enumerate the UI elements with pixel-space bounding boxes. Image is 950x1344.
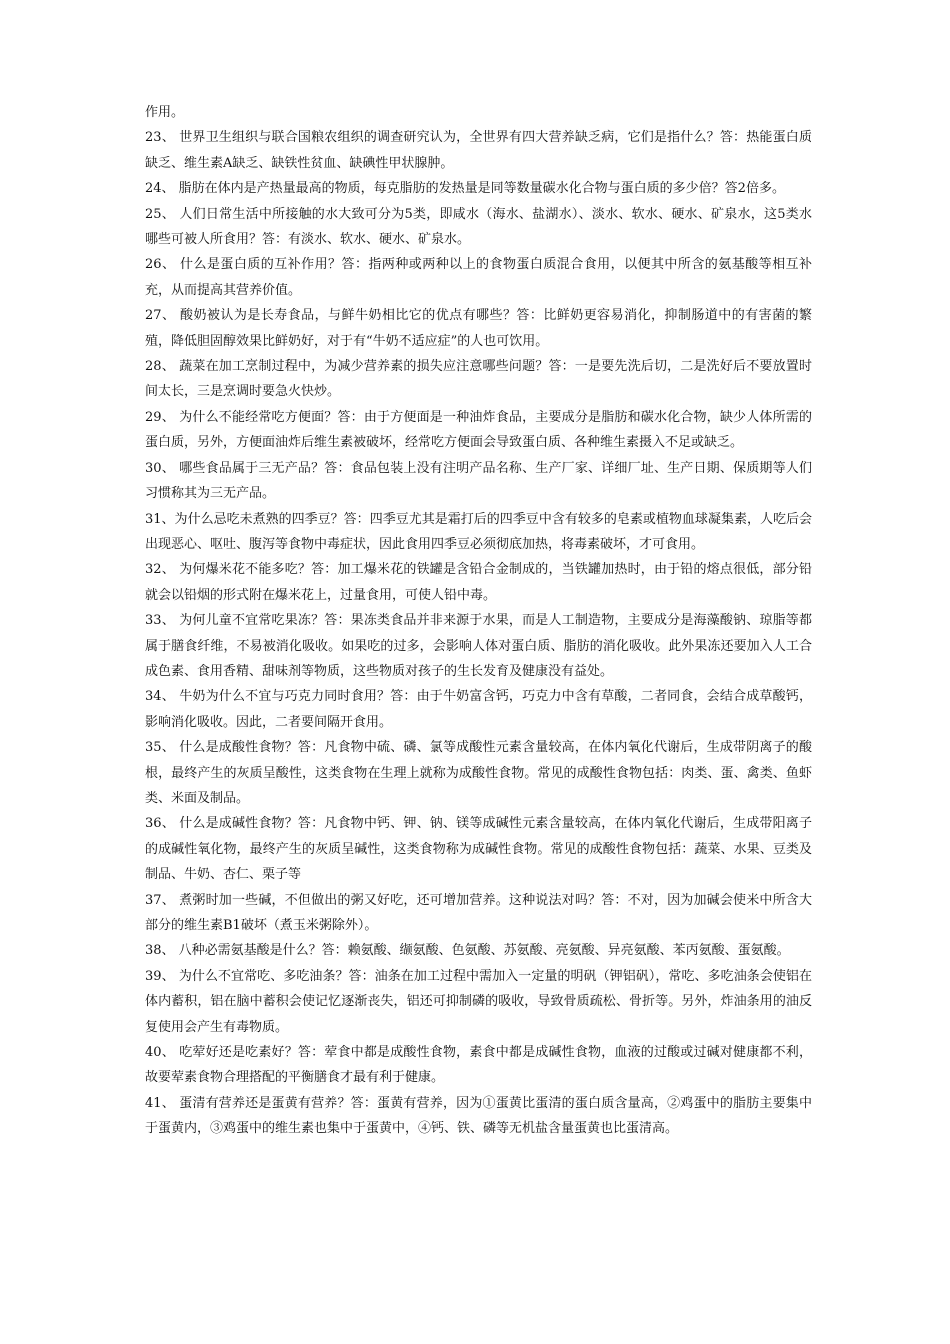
qa-item-33: 33、 为何儿童不宜常吃果冻？答：果冻类食品并非来源于水果，而是人工制造物，主要成分是海藻酸钠、琼脂等都属于膳食纤维，不易被消化吸收。如果吃的过多，会影响人体对蛋白质、脂肪的消化吸收。此外果冻还要加入人工合成色素、食用香精、甜味剂等物质，这些物质对孩子的生长发育及健康没有益处。 — [145, 613, 812, 679]
qa-item-31: 31、为什么忌吃未煮熟的四季豆？答：四季豆尤其是霜打后的四季豆中含有较多的皂素或植物血球凝集素，人吃后会出现恶心、呕吐、腹泻等食物中毒症状，因此食用四季豆必须彻底加热，将毒素破坏，才可食用。 — [145, 511, 812, 552]
qa-item-26: 26、 什么是蛋白质的互补作用？答：指两种或两种以上的食物蛋白质混合食用，以便其中所含的氨基酸等相互补充，从而提高其营养价值。 — [145, 257, 812, 298]
qa-item-28: 28、 蔬菜在加工烹制过程中，为减少营养素的损失应注意哪些问题？答：一是要先洗后切，二是洗好后不要放置时间太长，三是烹调时要急火快炒。 — [145, 359, 812, 400]
qa-item-32: 32、 为何爆米花不能多吃？答：加工爆米花的铁罐是含铅合金制成的，当铁罐加热时，由于铅的熔点很低，部分铅就会以铅烟的形式附在爆米花上，过量食用，可使人铅中毒。 — [145, 562, 812, 603]
qa-item-27: 27、 酸奶被认为是长寿食品，与鲜牛奶相比它的优点有哪些？答：比鲜奶更容易消化，抑制肠道中的有害菌的繁殖，降低胆固醇效果比鲜奶好，对于有“牛奶不适应症”的人也可饮用。 — [145, 308, 812, 349]
qa-item-30: 30、 哪些食品属于三无产品？答：食品包装上没有注明产品名称、生产厂家、详细厂址、生产日期、保质期等人们习惯称其为三无产品。 — [145, 460, 812, 502]
qa-item-25: 25、 人们日常生活中所接触的水大致可分为5类，即咸水（海水、盐湖水）、淡水、软水、硬水、矿泉水，这5类水哪些可被人所食用？答：有淡水、软水、硬水、矿泉水。 — [145, 206, 812, 248]
qa-item-39: 39、 为什么不宜常吃、多吃油条？答：油条在加工过程中需加入一定量的明矾（钾铝矾），常吃、多吃油条会使铝在体内蓄积，铝在脑中蓄积会使记忆逐渐丧失，铝还可抑制磷的吸收，导致骨质疏松、骨折等。另外，炸油条用的油反复使用会产生有毒物质。 — [145, 968, 812, 1035]
qa-item-40: 40、 吃荤好还是吃素好？答：荤食中都是成酸性食物，素食中都是成碱性食物，血液的过酸或过碱对健康都不利，故要荤素食物合理搭配的平衡膳食才最有利于健康。 — [145, 1045, 812, 1086]
qa-item-35: 35、 什么是成酸性食物？答：凡食物中硫、磷、氯等成酸性元素含量较高，在体内氧化代谢后，生成带阴离子的酸根，最终产生的灰质呈酸性，这类食物在生理上就称为成酸性食物。常见的成酸性食物包括：肉类、蛋、禽类、鱼虾类、米面及制品。 — [145, 740, 812, 806]
qa-item-41: 41、 蛋清有营养还是蛋黄有营养？答：蛋黄有营养，因为①蛋黄比蛋清的蛋白质含量高，②鸡蛋中的脂肪主要集中于蛋黄内，③鸡蛋中的维生素也集中于蛋黄中，④钙、铁、磷等无机盐含量蛋黄也比蛋清高。 — [145, 1095, 812, 1137]
qa-item-24: 24、 脂肪在体内是产热量最高的物质，每克脂肪的发热量是同等数量碳水化合物与蛋白质的多少倍？答2倍多。 — [145, 181, 785, 197]
paragraph-continuation: 作用。 — [145, 105, 185, 120]
qa-item-36: 36、 什么是成碱性食物？答：凡食物中钙、钾、钠、镁等成碱性元素含量较高，在体内氧化代谢后，生成带阳离子的成碱性氧化物，最终产生的灰质呈碱性，这类食物称为成碱性食物。常见的成酸性食物包括：蔬菜、水果、豆类及制品、牛奶、杏仁、栗子等 — [145, 816, 812, 883]
qa-item-34: 34、 牛奶为什么不宜与巧克力同时食用？答：由于牛奶富含钙，巧克力中含有草酸，二者同食，会结合成草酸钙，影响消化吸收。因此，二者要间隔开食用。 — [145, 689, 812, 730]
qa-item-29: 29、 为什么不能经常吃方便面？答：由于方便面是一种油炸食品，主要成分是脂肪和碳水化合物，缺少人体所需的蛋白质，另外，方便面油炸后维生素被破坏，经常吃方便面会导致蛋白质、各种维生素摄入不足或缺乏。 — [145, 409, 812, 451]
qa-item-37: 37、 煮粥时加一些碱，不但做出的粥又好吃，还可增加营养。这种说法对吗？答：不对，因为加碱会使米中所含大部分的维生素B1破坏（煮玉米粥除外）。 — [145, 892, 812, 933]
qa-item-38: 38、 八种必需氨基酸是什么？答：赖氨酸、缬氨酸、色氨酸、苏氨酸、亮氨酸、异亮氨酸、苯丙氨酸、蛋氨酸。 — [145, 943, 790, 959]
document-page — [145, 100, 812, 1142]
qa-item-23: 23、 世界卫生组织与联合国粮农组织的调查研究认为，全世界有四大营养缺乏病，它们是指什么？答：热能蛋白质缺乏、维生素A缺乏、缺铁性贫血、缺碘性甲状腺肿。 — [145, 130, 812, 171]
